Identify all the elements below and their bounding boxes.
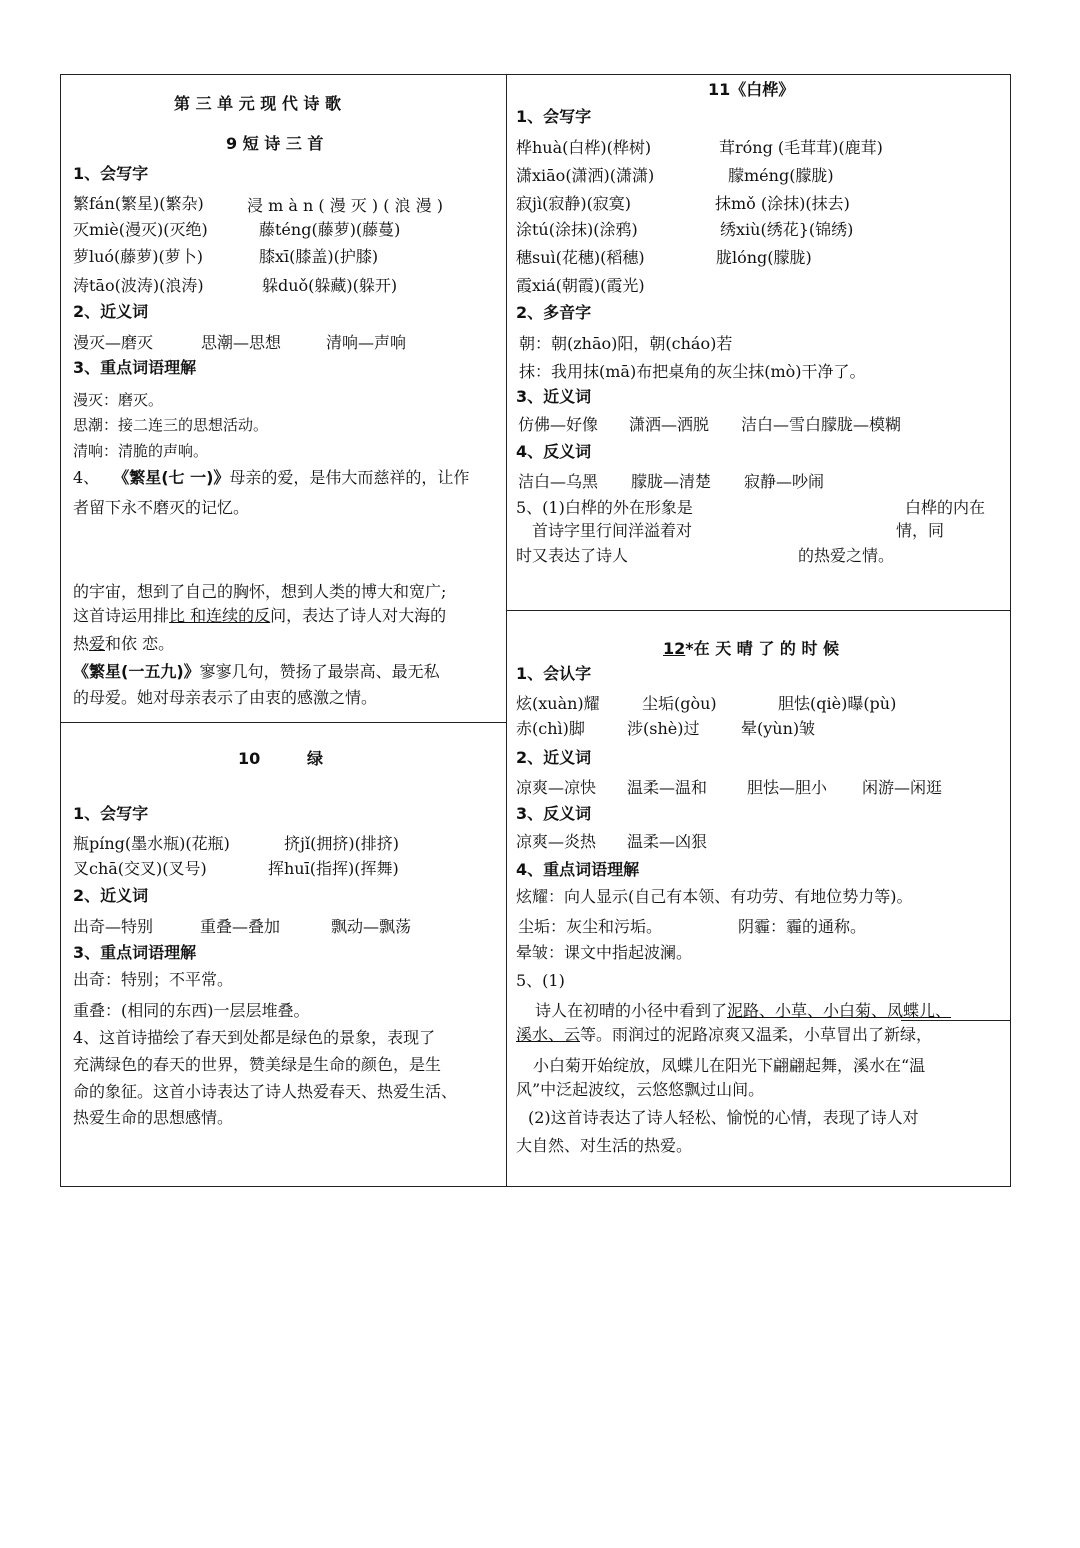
word-entry: 穗suì(花穗)(稻穗) [516, 248, 645, 267]
paragraph-line: 4、这首诗描绘了春天到处都是绿色的景象，表现了 [73, 1028, 436, 1047]
lesson-title: 9 短 诗 三 首 [226, 134, 324, 153]
underlined-text: 溪水、云 [516, 1025, 581, 1044]
paragraph-text: 问，表达了诗人对大海的 [270, 606, 447, 625]
synonym-pair: 思潮—思想 [201, 333, 282, 352]
antonym-pair: 凉爽—炎热 [516, 832, 597, 851]
paragraph-line: 情，同 [896, 521, 945, 540]
word-entry: 霞xiá(朝霞)(霞光) [516, 276, 645, 295]
word-entry: 藤téng(藤萝)(藤蔓) [259, 220, 401, 239]
synonym-pair: 闲游—闲逛 [862, 778, 943, 797]
paragraph-line: 热爱生命的思想感情。 [73, 1108, 234, 1127]
word-entry: 涉(shè)过 [627, 719, 700, 738]
meaning-line: 尘垢：灰尘和污垢。 [518, 917, 663, 936]
section-heading: 1、会写字 [73, 164, 149, 183]
paragraph-line [73, 606, 446, 626]
synonym-pair: 洁白—雪白朦胧—模糊 [741, 415, 902, 434]
paragraph-line: 白桦的内在 [905, 498, 986, 517]
section-heading: 2、近义词 [73, 886, 149, 905]
paragraph-line: 5、(1)白桦的外在形象是 [516, 498, 693, 517]
underlined-text: 泥路、小草、小白菊、凤蝶儿、 [727, 1001, 952, 1020]
synonym-pair: 凉爽—凉快 [516, 778, 597, 797]
synonym-pair: 温柔—温和 [627, 778, 708, 797]
word-entry: 瓶píng(墨水瓶)(花瓶) [73, 834, 230, 853]
section-heading: 3、近义词 [516, 387, 592, 406]
paragraph-line: 风”中泛起波纹，云悠悠飘过山间。 [516, 1080, 765, 1099]
lesson-title: 11《白桦》 [708, 80, 795, 99]
meaning-line: 思潮：接二连三的思想活动。 [73, 416, 269, 434]
synonym-pair: 漫灭—磨灭 [73, 333, 154, 352]
left-row-divider [61, 722, 507, 723]
section-heading: 3、重点词语理解 [73, 943, 197, 962]
paragraph-line: 小白菊开始绽放，凤蝶儿在阳光下翩翩起舞，溪水在“温 [533, 1056, 926, 1075]
word-entry: 胆怯(qiè)曝(pù) [778, 694, 897, 713]
paragraph-line [73, 468, 469, 488]
paragraph-line: (2)这首诗表达了诗人轻松、愉悦的心情，表现了诗人对 [528, 1108, 919, 1127]
paragraph-line [535, 1001, 951, 1021]
word-entry: 繁fán(繁星)(繁杂) [73, 194, 204, 213]
word-entry: 寂jì(寂静)(寂寞) [516, 194, 632, 213]
synonym-pair: 潇洒—洒脱 [629, 415, 710, 434]
section-heading: 3、反义词 [516, 804, 592, 823]
polyphone-line: 朝：朝(zhāo)阳，朝(cháo)若 [519, 334, 733, 353]
synonym-pair: 清响—声响 [326, 333, 407, 352]
section-heading: 4、反义词 [516, 442, 592, 461]
paragraph-line [73, 662, 440, 682]
lesson-title: 绿 [307, 749, 324, 768]
polyphone-line: 抹：我用抹(mā)布把桌角的灰尘抹(mò)干净了。 [519, 362, 866, 381]
antonym-pair: 朦胧—清楚 [631, 472, 712, 491]
section-heading: 1、会写字 [73, 804, 149, 823]
word-entry: 胧lóng(朦胧) [716, 248, 812, 267]
synonym-pair: 仿佛—好像 [518, 415, 599, 434]
item-number: 4、 [73, 468, 100, 487]
underlined-text: 比 和连续的 [169, 606, 255, 625]
word-entry: 涂tú(涂抹)(涂鸦) [516, 220, 638, 239]
antonym-pair: 温柔—凶狠 [627, 832, 708, 851]
paragraph-text: 热 [73, 634, 90, 653]
paragraph-line: 时又表达了诗人 [516, 546, 629, 565]
paragraph-text: 和依 恋。 [105, 634, 175, 653]
meaning-line: 清响：清脆的声响。 [73, 442, 209, 460]
paragraph-line: 首诗字里行间洋溢着对 [532, 521, 693, 540]
lesson-title [663, 639, 839, 659]
poem-title: 《繁星(一五九)》 [73, 662, 200, 681]
section-heading: 2、近义词 [516, 748, 592, 767]
word-entry: 尘垢(gòu) [642, 694, 717, 713]
meaning-line: 阴霾：霾的通称。 [738, 917, 867, 936]
paragraph-text: 这首诗运用排 [73, 606, 170, 625]
paragraph-line: 充满绿色的春天的世界，赞美绿是生命的颜色，是生 [73, 1055, 442, 1074]
word-entry: 挤jǐ(拥挤)(排挤) [284, 834, 400, 853]
section-heading: 2、近义词 [73, 302, 149, 321]
word-entry: 朦méng(朦胧) [728, 166, 834, 185]
paragraph-line: 大自然、对生活的热爱。 [516, 1136, 693, 1155]
paragraph-line [73, 634, 174, 654]
section-heading: 4、重点词语理解 [516, 860, 640, 879]
paragraph-line: 5、(1) [516, 971, 565, 990]
lesson-number: 12 [663, 639, 686, 658]
word-entry: 叉chā(交叉)(叉号) [73, 859, 207, 878]
word-entry: 赤(chì)脚 [516, 719, 585, 738]
meaning-line: 重叠：(相同的东西)一层层堆叠。 [73, 1001, 310, 1020]
paragraph-line: 的宇宙，想到了自己的胸怀，想到人类的博大和宽广; [73, 582, 447, 601]
paragraph-line: 命的象征。这首小诗表达了诗人热爱春天、热爱生活、 [73, 1082, 458, 1101]
word-entry: 萝luó(藤萝)(萝卜) [73, 247, 204, 266]
word-entry: 炫(xuàn)耀 [516, 694, 600, 713]
section-heading: 1、会写字 [516, 107, 592, 126]
word-entry: 涛tāo(波涛)(浪涛) [73, 276, 204, 295]
section-heading: 1、会认字 [516, 664, 592, 683]
antonym-pair: 寂静—吵闹 [744, 472, 825, 491]
meaning-line: 炫耀：向人显示(自己有本领、有功劳、有地位势力等)。 [516, 887, 913, 906]
paragraph-text: 等。雨润过的泥路凉爽又温柔，小草冒出了新绿， [580, 1025, 933, 1044]
section-heading: 2、多音字 [516, 303, 592, 322]
poem-title: 《繁星(七 一)》 [113, 468, 230, 487]
word-entry: 躲duǒ(躲藏)(躲开) [262, 276, 398, 295]
paragraph-line: 的热爱之情。 [798, 546, 895, 565]
meaning-line: 晕皱：课文中指起波澜。 [516, 943, 693, 962]
word-entry: 桦huà(白桦)(桦树) [516, 138, 652, 157]
word-entry: 绣xiù(绣花}(锦绣) [720, 220, 854, 239]
paragraph-text: 诗人在初晴的小径中看到了 [535, 1001, 728, 1020]
synonym-pair: 重叠—叠加 [200, 917, 281, 936]
underlined-text: 爱 [89, 634, 106, 653]
word-entry: 浸 m à n ( 漫 灭 ) ( 浪 漫 ) [247, 196, 443, 215]
lesson-number: 10 [238, 749, 261, 768]
word-entry: 挥huī(指挥)(挥舞) [268, 859, 399, 878]
meaning-line: 出奇：特别；不平常。 [73, 970, 234, 989]
paragraph-text: 寥寥几句，赞扬了最崇高、最无私 [199, 662, 440, 681]
word-entry: 茸róng (毛茸茸)(鹿茸) [719, 138, 883, 157]
word-entry: 晕(yùn)皱 [741, 719, 816, 738]
underlined-text: 反 [254, 606, 271, 625]
paragraph-line: 者留下永不磨灭的记忆。 [73, 498, 250, 517]
lesson-title-text: *在 天 晴 了 的 时 候 [685, 639, 840, 658]
column-divider [506, 75, 507, 1187]
unit-title: 第 三 单 元 现 代 诗 歌 [174, 94, 341, 113]
antonym-pair: 洁白—乌黑 [518, 472, 599, 491]
word-entry: 膝xī(膝盖)(护膝) [259, 247, 379, 266]
synonym-pair: 出奇—特别 [73, 917, 154, 936]
paragraph-line: 的母爱。她对母亲表示了由衷的感激之情。 [73, 688, 378, 707]
meaning-line: 漫灭：磨灭。 [73, 391, 164, 409]
word-entry: 潇xiāo(潇洒)(潇潇) [516, 166, 655, 185]
right-row-divider [507, 610, 1011, 611]
paragraph-text: 母亲的爱，是伟大而慈祥的，让作 [229, 468, 470, 487]
word-entry: 灭miè(漫灭)(灭绝) [73, 220, 208, 239]
paragraph-line [516, 1025, 932, 1045]
word-entry: 抹mǒ (涂抹)(抹去) [715, 194, 850, 213]
synonym-pair: 飘动—飘荡 [331, 917, 412, 936]
synonym-pair: 胆怯—胆小 [747, 778, 828, 797]
section-heading: 3、重点词语理解 [73, 358, 197, 377]
